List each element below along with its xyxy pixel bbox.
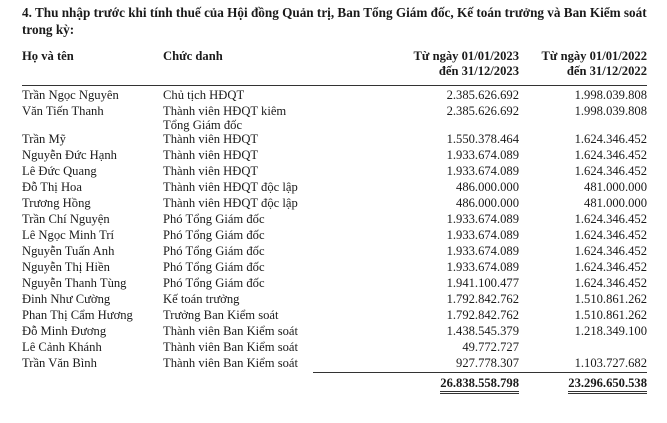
table-header-row [22,49,647,86]
cell-name: Phan Thị Cẩm Hương [22,308,133,322]
column-header-2022-line1: Từ ngày 01/01/2022 [541,49,647,63]
cell-role: Phó Tổng Giám đốc [163,276,265,290]
cell-name: Trương Hồng [22,196,91,210]
cell-name: Nguyễn Đức Hạnh [22,148,117,162]
table-row [22,244,647,260]
cell-2023: 1.941.100.477 [446,276,519,290]
cell-role: Chủ tịch HĐQT [163,88,245,102]
column-header-2023 [313,49,521,86]
cell-role: Thành viên HĐQT [163,148,259,162]
cell-role: Phó Tổng Giám đốc [163,228,265,242]
cell-name: Nguyễn Tuấn Anh [22,244,115,258]
total-2023: 26.838.558.798 [440,376,519,394]
table-row [22,340,647,356]
cell-2022: 1.624.346.452 [574,260,647,274]
cell-2022: 1.510.861.262 [574,292,647,306]
cell-2023: 1.792.842.762 [446,308,519,322]
column-header-2022-line2: đến 31/12/2022 [566,64,647,78]
cell-name: Nguyễn Thị Hiền [22,260,110,274]
cell-2022: 1.624.346.452 [574,164,647,178]
column-header-role: Chức danh [163,49,313,86]
cell-role: Thành viên HĐQT kiêm Tổng Giám đốc [163,104,287,132]
total-2023-cell [313,373,521,395]
table-row [22,148,647,164]
cell-2023: 2.385.626.692 [446,104,519,118]
cell-name: Đỗ Minh Đương [22,324,107,338]
cell-role: Phó Tổng Giám đốc [163,244,265,258]
cell-2023: 1.933.674.089 [446,212,519,226]
cell-2022: 481.000.000 [584,196,647,210]
cell-name: Nguyễn Thanh Tùng [22,276,127,290]
cell-role: Thành viên HĐQT độc lập [163,180,298,194]
cell-2022: 1.624.346.452 [574,148,647,162]
cell-role: Phó Tổng Giám đốc [163,260,265,274]
cell-name: Trần Ngọc Nguyên [22,88,119,102]
table-row [22,212,647,228]
cell-role: Thành viên Ban Kiểm soát [163,340,299,354]
cell-2022: 1.103.727.682 [521,356,647,373]
cell-2022: 1.624.346.452 [574,244,647,258]
cell-2023: 49.772.727 [462,340,519,354]
table-body [22,86,647,395]
cell-2022 [521,340,647,356]
cell-role: Thành viên HĐQT [163,164,259,178]
table-row [22,356,647,373]
cell-2022: 1.998.039.808 [574,104,647,118]
cell-name: Đỗ Thị Hoa [22,180,82,194]
cell-name: Lê Đức Quang [22,164,97,178]
table-row [22,132,647,148]
cell-name: Văn Tiến Thanh [22,104,104,118]
cell-2023: 1.933.674.089 [446,228,519,242]
cell-name: Lê Cảnh Khánh [22,340,102,354]
cell-2022: 1.510.861.262 [574,308,647,322]
cell-2022: 1.624.346.452 [574,228,647,242]
cell-2023: 1.933.674.089 [446,148,519,162]
column-header-name: Họ và tên [22,49,163,86]
cell-2023: 1.550.378.464 [446,132,519,146]
total-2022: 23.296.650.538 [568,376,647,394]
table-row [22,164,647,180]
table-row [22,180,647,196]
table-row [22,276,647,292]
cell-2023: 486.000.000 [456,196,519,210]
cell-2022: 1.624.346.452 [574,276,647,290]
cell-role: Kế toán trưởng [163,292,240,306]
cell-2023: 927.778.307 [313,356,521,373]
cell-2022: 1.218.349.100 [574,324,647,338]
cell-2023: 2.385.626.692 [446,88,519,102]
column-header-2022 [521,49,647,86]
section-heading: 4. Thu nhập trước khi tính thuế của Hội đồng Quản trị, Ban Tổng Giám đốc, Kế toán trưởng và Ban Kiểm soát trong kỳ: [22,5,647,37]
cell-2023: 1.792.842.762 [446,292,519,306]
cell-2022: 1.624.346.452 [574,212,647,226]
cell-name: Trần Mỹ [22,132,66,146]
table-row [22,228,647,244]
cell-role: Thành viên Ban Kiểm soát [163,356,299,370]
table-row [22,196,647,212]
cell-name: Đinh Như Cường [22,292,111,306]
table-row [22,308,647,324]
cell-2022: 481.000.000 [584,180,647,194]
cell-2023: 1.933.674.089 [446,164,519,178]
cell-role: Thành viên HĐQT độc lập [163,196,298,210]
cell-2023: 1.933.674.089 [446,244,519,258]
cell-2023: 1.933.674.089 [446,260,519,274]
total-2022-cell [521,373,647,395]
cell-2023: 1.438.545.379 [446,324,519,338]
total-empty [163,373,313,395]
cell-role: Thành viên HĐQT [163,132,259,146]
cell-2023: 486.000.000 [456,180,519,194]
column-header-2023-line1: Từ ngày 01/01/2023 [413,49,519,63]
table-row [22,292,647,308]
table-row [22,260,647,276]
table-row [22,104,647,132]
table-row [22,324,647,340]
cell-role: Thành viên Ban Kiểm soát [163,324,299,338]
cell-name: Lê Ngọc Minh Trí [22,228,115,242]
cell-name: Trần Chí Nguyện [22,212,110,226]
column-header-2023-line2: đến 31/12/2023 [438,64,519,78]
cell-name: Trần Văn Bình [22,356,97,370]
cell-role: Trưởng Ban Kiểm soát [163,308,279,322]
cell-2022: 1.624.346.452 [574,132,647,146]
compensation-table [22,49,647,394]
cell-2022: 1.998.039.808 [574,88,647,102]
table-row [22,86,647,105]
total-row [22,373,647,395]
cell-role: Phó Tổng Giám đốc [163,212,265,226]
total-empty [22,373,163,395]
